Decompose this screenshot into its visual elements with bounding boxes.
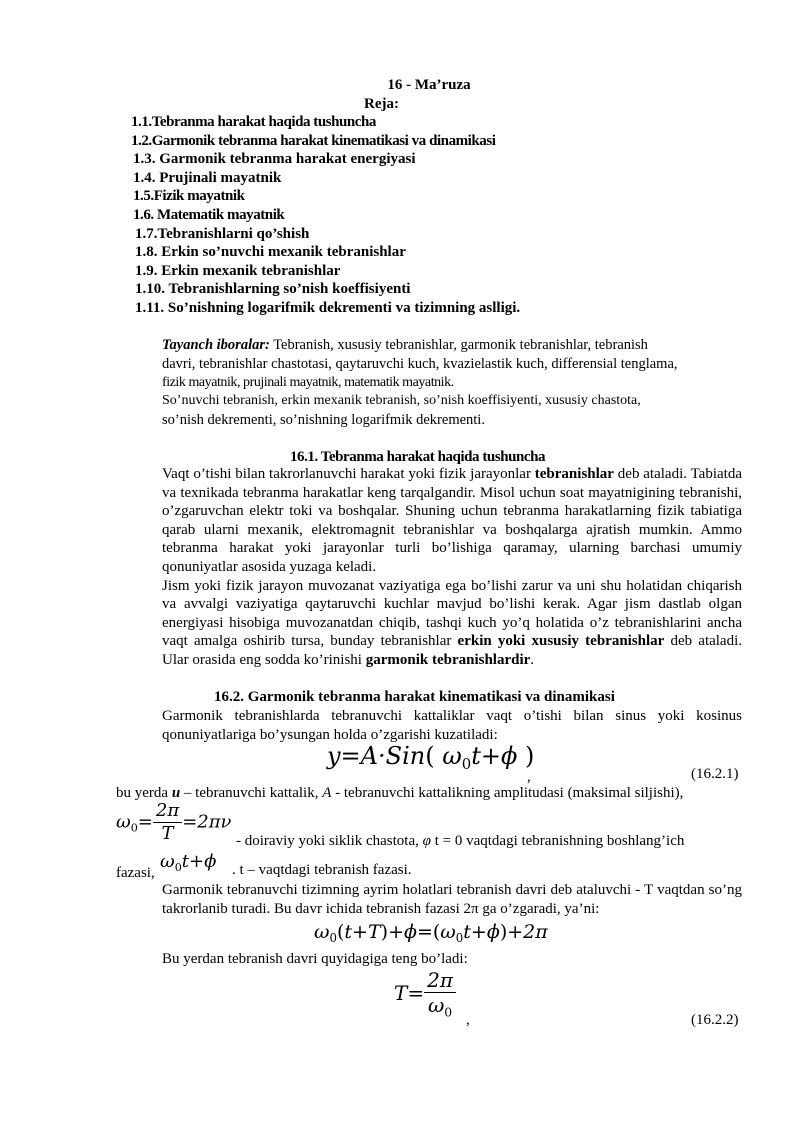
text-run: deb ataladi. Tabiatda va texnikada tebranma harakatlar keng tarqalgandir. Misol uchun soat mayatnigining tebranishi, o’zgaruvchan elektr toki va boshqalar. Shuning uchun tebranma harakatlarning fizik tabiatiga qarab ularni mexanik, elektromagnit tebranishlar va boshqalarga ajratish mumkin. Ammo tebranma harakat yoki jarayonlar turli bo’lishiga qaramay, ularning barchasi umumiy qonuniyatlar asosida yuzaga keladi.	[162, 466, 742, 575]
text-line	[236, 833, 684, 850]
text-run: deb ataladi. Ular orasida eng sodda ko’rinishi	[162, 633, 743, 668]
text-run: .	[530, 651, 535, 668]
plan-item: 1.5.Fizik mayatnik	[133, 188, 245, 204]
paragraph	[116, 881, 742, 918]
symbol-u: u	[171, 785, 181, 801]
text-line: Bu yerdan tebranish davri quyidagiga teng bo’ladi:	[162, 951, 468, 967]
keywords-line: So’nuvchi tebranish, erkin mexanik tebranish, so’nish koeffisiyenti, xususiy chastota,	[162, 393, 641, 408]
text-run: – tebranuvchi kattalik,	[180, 785, 323, 801]
section-heading: 16.1. Tebranma harakat haqida tushuncha	[290, 449, 546, 465]
text-run: Garmonik tebranuvchi tizimning ayrim holatlari tebranish davri deb ataluvchi - T vaqtdan so’ng takrorlanib turadi. Bu davr ichida tebranish fazasi 2π ga o’zgaradi, ya’ni:	[162, 882, 742, 917]
keywords-text: Tebranish, xususiy tebranishlar, garmonik tebranishlar, tebranish	[273, 337, 648, 353]
text-line	[116, 865, 155, 882]
plan-item: 1.11. So’nishning logarifmik dekrementi va tizimning aslligi.	[135, 300, 521, 316]
plan-item: 1.3. Garmonik tebranma harakat energiyasi	[133, 151, 416, 167]
equation-comma: ,	[527, 769, 531, 785]
equation-16-2-1: y=A·Sin( $\omega_0t+\phi$ )	[327, 742, 535, 774]
text-run: Jism yoki fizik jarayon muvozanat vaziyatiga ega bo’lishi zarur va uni shu holatidan chiqarish va avvalgi vaziyatiga qaytaruvchi kuchlar mavjud bo’lishi kerak. Agar jism dastlab olgan energiyasi hisobiga muvozanatdan chiqib, tashqi kuch yo’q holatida o’z tebranishlarini ancha vaqt amalga oshirib tursa, bunday tebranishlar	[162, 577, 742, 650]
term-bold: tebranishlar	[534, 466, 614, 482]
plan-item: 1.1.Tebranma harakat haqida tushuncha	[131, 114, 376, 130]
plan-item: 1.2.Garmonik tebranma harakat kinematikasi va dinamikasi	[131, 133, 496, 149]
plan-item: 1.9. Erkin mexanik tebranishlar	[135, 263, 341, 279]
term-bold: garmonik tebranishlardir	[365, 651, 531, 668]
text-run: bu yerda	[116, 785, 172, 801]
text-run: Garmonik tebranishlarda tebranuvchi kattaliklar vaqt o’tishi bilan sinus yoki kosinus qonuniyatlariga bo’ysungan holda o’zgarishi kuzatiladi:	[162, 708, 742, 743]
equation-number: (16.2.1)	[691, 766, 739, 782]
plan-item: 1.4. Prujinali mayatnik	[133, 170, 282, 186]
text-run: - tebranuvchi kattalikning amplitudasi (maksimal siljishi),	[331, 785, 684, 801]
text-run: Vaqt o’tishi bilan takrorlanuvchi harakat yoki fizik jarayonlar	[162, 466, 535, 482]
text-line	[116, 785, 683, 802]
equation-16-2-2: T= $\frac{2\pi}{\omega_0}$	[394, 969, 456, 1020]
text-run: - doiraviy yoki siklik chastota,	[236, 833, 423, 849]
text-line: . t – vaqtdagi tebranish fazasi.	[232, 862, 412, 878]
text-run: fazasi,	[116, 865, 155, 881]
section-heading: 16.2. Garmonik tebranma harakat kinematikasi va dinamikasi	[214, 689, 615, 705]
phase-formula: $\omega_0t+\phi$	[160, 851, 217, 874]
term-bold: erkin yoki xususiy tebranishlar	[457, 633, 665, 650]
plan-item: 1.8. Erkin so’nuvchi mexanik tebranishlar	[135, 244, 406, 260]
plan-item: 1.10. Tebranishlarning so’nish koeffisiyenti	[135, 281, 411, 297]
phase-period-equation: $\omega_0(t+T)+\phi=(\omega_0t+\phi)+2\pi$	[314, 921, 548, 946]
keywords-line	[162, 336, 648, 355]
equation-comma: ,	[466, 1012, 470, 1028]
lecture-title: 16 - Ma’ruza	[387, 77, 471, 93]
symbol-A: A	[322, 785, 332, 801]
keywords-line: fizik mayatnik, prujinali mayatnik, matematik mayatnik.	[162, 375, 454, 390]
keywords-line: so’nish dekrementi, so’nishning logarifmik dekrementi.	[162, 412, 485, 428]
symbol-phi: φ	[422, 833, 431, 849]
keywords-label: Tayanch iboralar:	[162, 337, 270, 353]
plan-item: 1.7.Tebranishlarni qo’shish	[135, 226, 310, 242]
plan-label: Reja:	[364, 96, 399, 112]
keywords-line: davri, tebranishlar chastotasi, qaytaruvchi kuch, kvazielastik kuch, differensial tenglama,	[162, 356, 678, 372]
paragraph	[116, 465, 742, 670]
plan-item: 1.6. Matematik mayatnik	[133, 207, 285, 223]
equation-number: (16.2.2)	[691, 1012, 739, 1028]
paragraph	[116, 707, 742, 744]
text-run: t = 0 vaqtdagi tebranishning boshlang’ich	[430, 833, 685, 849]
omega-formula: $\omega_0=$ $\frac{2\pi}{T}$ =2πν	[116, 800, 232, 844]
